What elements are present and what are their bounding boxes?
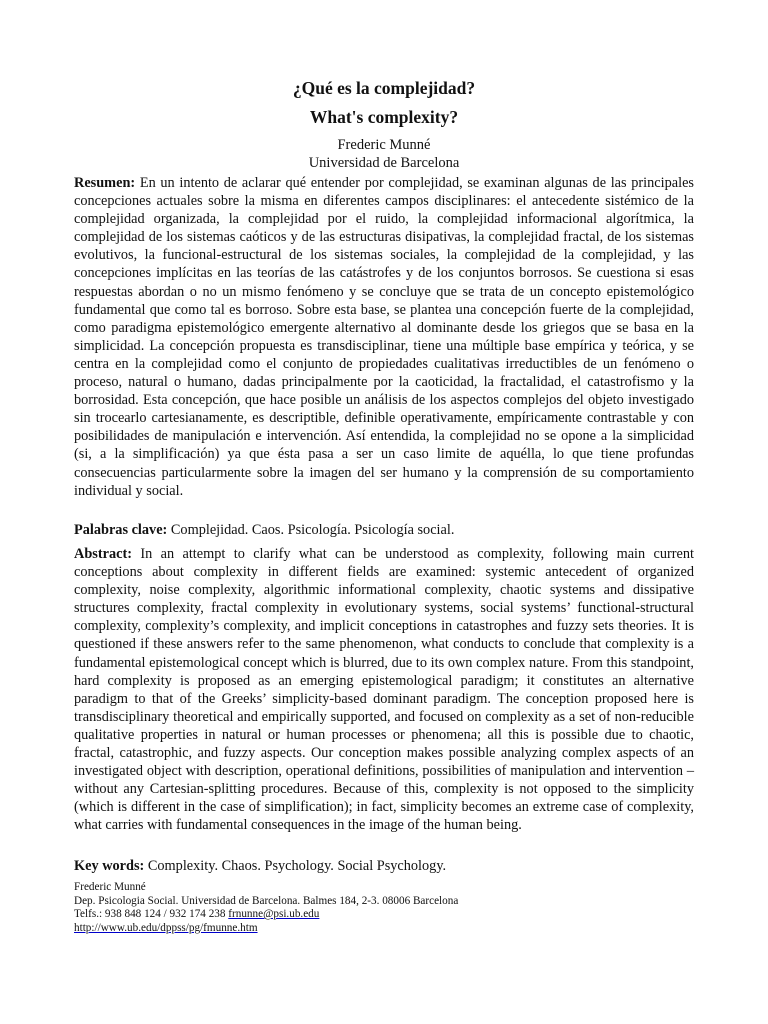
title-english: What's complexity?: [309, 107, 459, 127]
abstract-label: Abstract:: [74, 546, 132, 562]
author-affiliation: Universidad de Barcelona: [308, 155, 460, 171]
abstract-text: In an attempt to clarify what can be understood as complexity, following main current conceptions about complexity in different fields are examined: systemic antecedent of organized complexity, noise complexity, algorithmic informational complexity, chaotic systems and dissipative structures complexity, fractal complexity in evolutionary systems, social systems’ functional-structural complexity, complexity’s complexity, and implicit conceptions in catastrophes and fuzzy sets theories. It is questioned if these answers refer to the same phenomenon, what conducts to conclude that complexity is a fundamental epistemological concept which is blurred, due to its own complex nature. From this standpoint, hard complexity is proposed as an emerging epistemological paradigm; it constitutes an alternative paradigm to that of the Greeks’ simplicity-based dominant paradigm. The conception proposed here is transdisciplinary theoretical and empirically supported, and focused on complexity as a set of non-reducible qualitative properties in natural or human processes or phenomena; all this is possible due to chaotic, fractal, catastrophic, and fuzzy aspects. Our conception makes possible analyzing complex aspects of an investigated object with description, operational definitions, possibilities of manipulation and intervention – without any Cartesian-splitting procedures. Because of this, complexity is not opposed to the simplicity (which is different in the case of simplification); in fact, simplicity becomes an extreme case of complexity, what carries with fundamental consequences in the image of the human being.: [74, 546, 695, 834]
title-spanish: ¿Qué es la complejidad?: [292, 78, 476, 98]
author-contact-footer: [74, 881, 694, 935]
email-link[interactable]: frnunne@psi.ub.edu: [228, 908, 320, 921]
palabras-clave-paragraph: [74, 521, 694, 539]
footer-address: Dep. Psicologia Social. Universidad de Barcelona. Balmes 184, 2-3. 08006 Barcelona: [74, 894, 459, 907]
author-name: Frederic Munné: [337, 137, 431, 153]
footer-name: Frederic Munné: [74, 881, 146, 893]
resumen-label: Resumen:: [74, 175, 136, 191]
footer-phones-line: [74, 908, 694, 922]
resumen-paragraph: [74, 174, 694, 500]
palabras-clave-label: Palabras clave:: [74, 522, 168, 538]
key-words-text: Complexity. Chaos. Psychology. Social Psychology.: [147, 858, 447, 874]
title-block: [0, 76, 768, 172]
key-words-paragraph: [74, 857, 694, 875]
resumen-text: En un intento de aclarar qué entender por complejidad, se examinan algunas de las principales concepciones actuales sobre la misma en diferentes campos disciplinares: el antecedente sistémico de la complejidad organizada, la complejidad por el ruido, la complejidad informacional algorítmica, la complejidad de los sistemas caóticos y de las estructuras disipativas, la complejidad fractal, de los sistemas evolutivos, la funcional-estructural de los sistemas sociales, la complejidad de la complejidad, y las concepciones implícitas en las teorías de las catástrofes y de los conjuntos borrosos. Se cuestiona si esas respuestas abordan o no un mismo fenómeno y se concluye que se trata de un concepto epistemológico fundamental que como tal es borroso. Sobre esta base, se plantea una concepción fuerte de la complejidad, como paradigma epistemológico emergente alternativo al dominante desde los griegos que se basa en la simplicidad. La concepción propuesta es transdisciplinar, tiene una múltiple base empírica y teórica, y se centra en la complejidad como el conjunto de propiedades cualitativas irreductibles de un fenómeno o proceso, natural o humano, dadas principalmente por la caoticidad, la fractalidad, el catastrofismo y la borrosidad. Esta concepción, que hace posible un análisis de los aspectos complejos del objeto investigado sin trocearlo cartesianamente, es descriptible, definible operativamente, empíricamente contrastable y con posibilidades de manipulación e intervención. Así entendida, la complejidad no se opone a la simplicidad (si, a la simplificación) ya que ésta pasa a ser un caso limite de aquélla, lo que tiene profundas consecuencias particularmente sobre la imagen del ser humano y la comprensión de su comportamiento individual y social.: [74, 175, 694, 499]
homepage-link[interactable]: http://www.ub.edu/dppss/pg/fmunne.htm: [74, 921, 258, 934]
abstract-paragraph: [74, 545, 694, 835]
footer-phones: Telfs.: 938 848 124 / 932 174 238: [74, 908, 226, 921]
palabras-clave-text: Complejidad. Caos. Psicología. Psicología social.: [170, 522, 455, 538]
key-words-label: Key words:: [74, 858, 145, 874]
